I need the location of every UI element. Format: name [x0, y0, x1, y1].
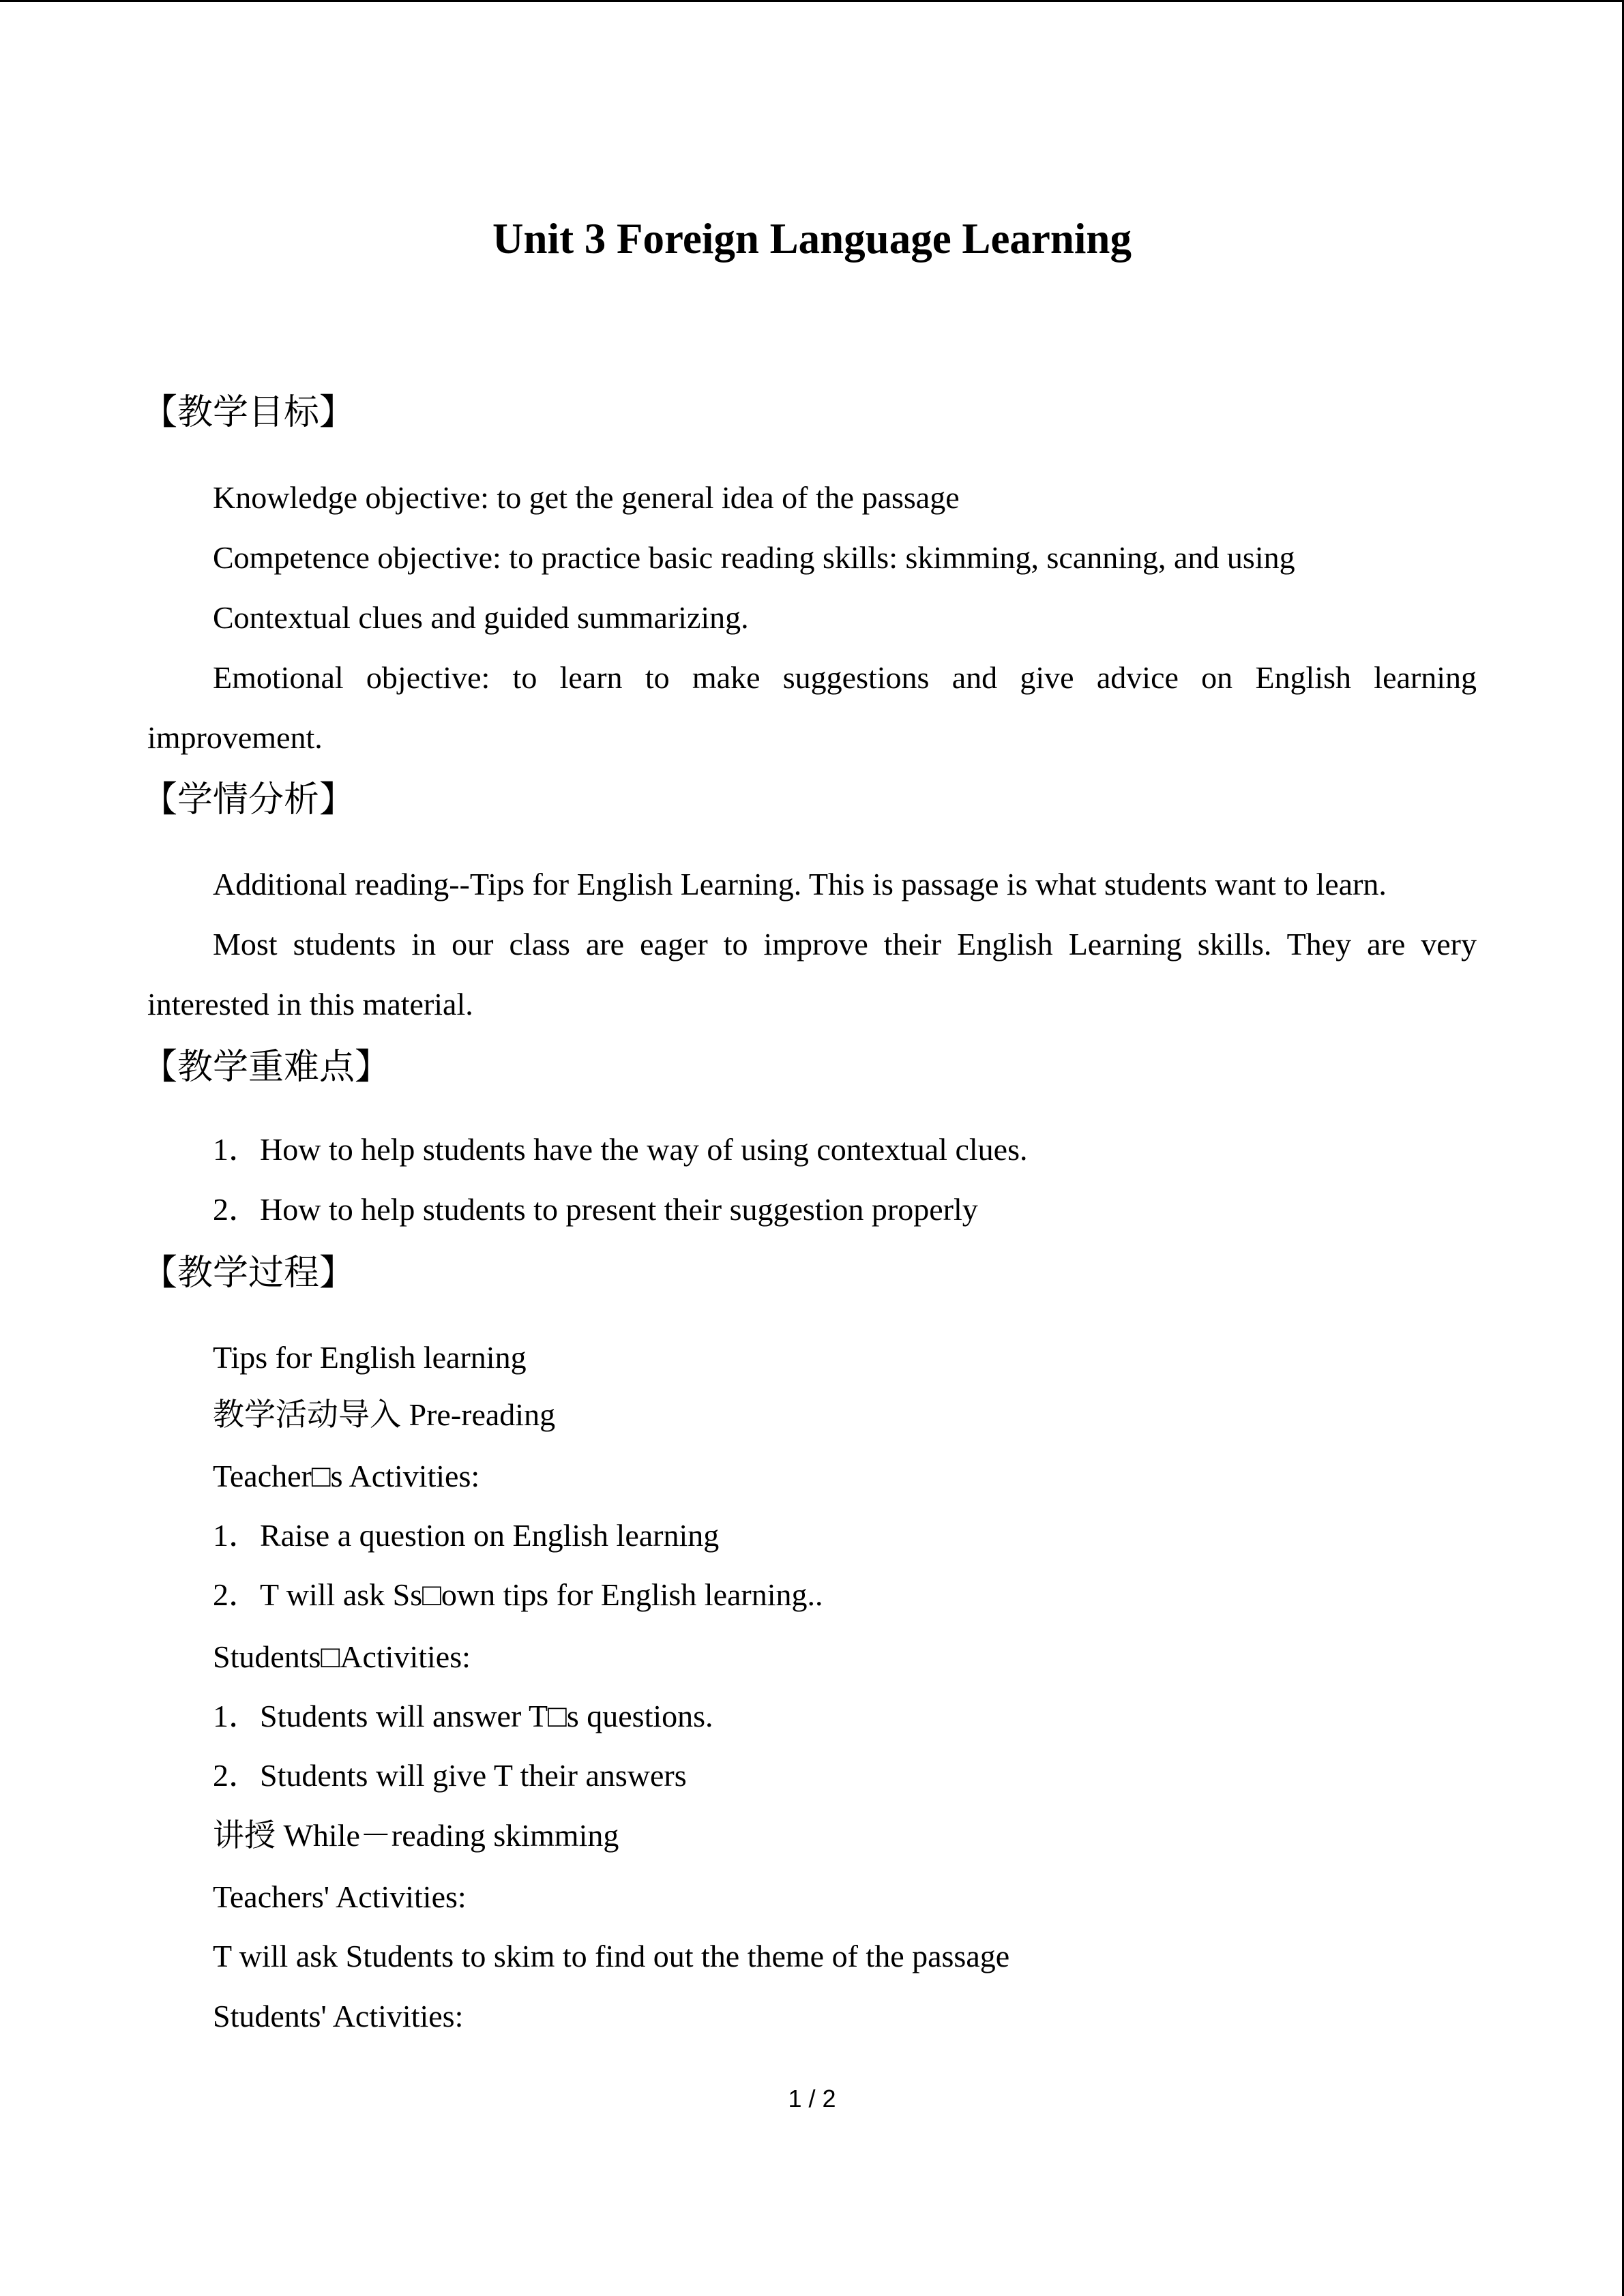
paragraph-line: Emotional objective: to learn to make suggestions and give advice on English learning — [213, 660, 1477, 695]
paragraph-line: Competence objective: to practice basic reading skills: skimming, scanning, and using — [213, 540, 1295, 575]
paragraph-line: Students' Activities: — [213, 1999, 464, 2033]
list-item: 1．Students will answer T□s questions. — [213, 1699, 713, 1733]
paragraph-line: Knowledge objective: to get the general idea of the passage — [213, 480, 960, 515]
paragraph-line: Teacher□s Activities: — [213, 1459, 480, 1493]
paragraph-line: interested in this material. — [147, 987, 473, 1022]
paragraph-line: Contextual clues and guided summarizing. — [213, 600, 749, 635]
paragraph-line: Additional reading--Tips for English Learning. This is passage is what students want to learn. — [213, 867, 1387, 901]
paragraph-line: improvement. — [147, 720, 323, 755]
list-item: 1．How to help students have the way of using contextual clues. — [213, 1132, 1028, 1167]
list-item: 2．How to help students to present their suggestion properly — [213, 1192, 978, 1227]
page-number: 1 / 2 — [788, 2085, 836, 2113]
paragraph-line: Tips for English learning — [213, 1340, 527, 1375]
section-heading-analysis: 【学情分析】 — [142, 779, 355, 820]
section-heading-process: 【教学过程】 — [142, 1253, 355, 1294]
paragraph-line: Teachers' Activities: — [213, 1879, 467, 1914]
list-item: 2．Students will give T their answers — [213, 1758, 687, 1793]
section-heading-objectives: 【教学目标】 — [142, 392, 355, 433]
section-heading-key-points: 【教学重难点】 — [142, 1047, 391, 1088]
list-item: 1．Raise a question on English learning — [213, 1518, 720, 1553]
list-item: 2．T will ask Ss□own tips for English learning.. — [213, 1577, 823, 1612]
paragraph-line: T will ask Students to skim to find out the theme of the passage — [213, 1939, 1010, 1973]
paragraph-line: Most students in our class are eager to improve their English Learning skills. They are very — [213, 927, 1477, 961]
paragraph-line: 教学活动导入 Pre-reading — [213, 1397, 556, 1432]
paragraph-line: 讲授 While－reading skimming — [213, 1818, 619, 1853]
document-title: Unit 3 Foreign Language Learning — [492, 215, 1132, 263]
paragraph-line: Students□Activities: — [213, 1639, 471, 1674]
page-border-top — [0, 0, 1624, 2]
